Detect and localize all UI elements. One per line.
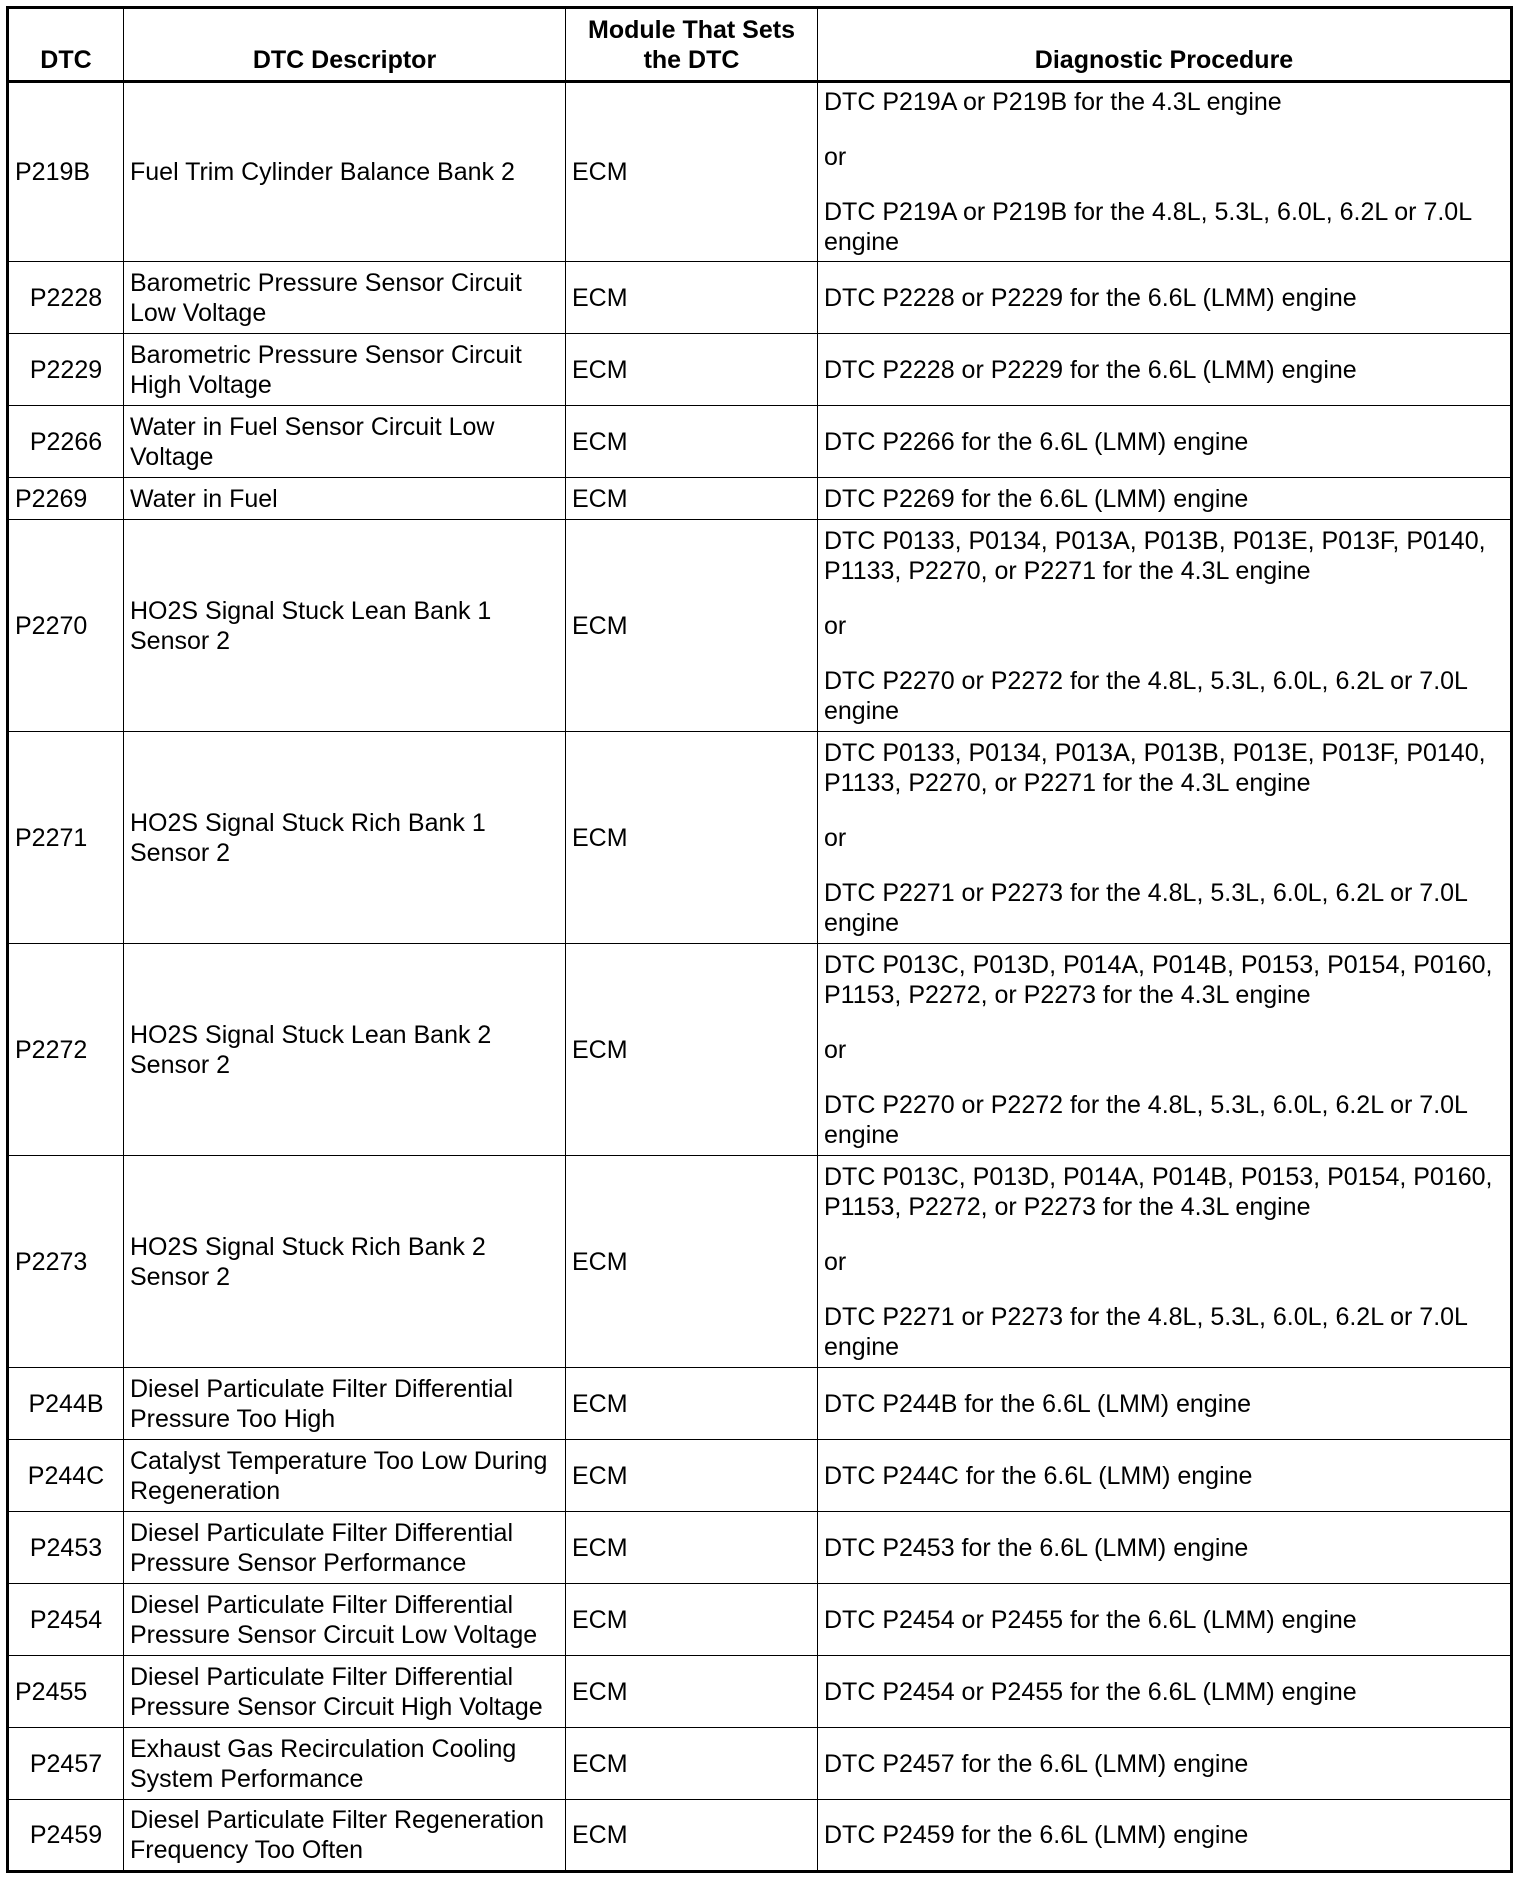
procedure-cell: DTC P2453 for the 6.6L (LMM) engine	[818, 1512, 1512, 1584]
dtc-code: P219B	[8, 82, 124, 262]
module-cell: ECM	[566, 1156, 818, 1368]
header-dtc: DTC	[8, 8, 124, 82]
dtc-descriptor: HO2S Signal Stuck Lean Bank 1 Sensor 2	[124, 520, 566, 732]
module-cell: ECM	[566, 944, 818, 1156]
header-module-line2: the DTC	[643, 46, 740, 74]
dtc-descriptor: HO2S Signal Stuck Rich Bank 2 Sensor 2	[124, 1156, 566, 1368]
procedure-cell	[818, 732, 1512, 944]
table-row	[8, 1156, 1512, 1368]
module-cell: ECM	[566, 406, 818, 478]
dtc-code: P2457	[8, 1728, 124, 1800]
dtc-code: P2269	[8, 478, 124, 520]
dtc-descriptor: HO2S Signal Stuck Rich Bank 1 Sensor 2	[124, 732, 566, 944]
dtc-descriptor: Barometric Pressure Sensor Circuit High Voltage	[124, 334, 566, 406]
table-row	[8, 1656, 1512, 1728]
dtc-code: P2228	[8, 262, 124, 334]
dtc-code: P2266	[8, 406, 124, 478]
procedure-text: DTC P0133, P0134, P013A, P013B, P013E, P013F, P0140, P1133, P2270, or P2271 for the 4.3L engine	[824, 738, 1486, 797]
dtc-descriptor: Exhaust Gas Recirculation Cooling System Performance	[124, 1728, 566, 1800]
dtc-code: P2455	[8, 1656, 124, 1728]
module-cell: ECM	[566, 262, 818, 334]
module-cell: ECM	[566, 334, 818, 406]
header-descriptor: DTC Descriptor	[124, 8, 566, 82]
procedure-or: or	[824, 1247, 847, 1276]
header-procedure: Diagnostic Procedure	[818, 8, 1512, 82]
procedure-cell	[818, 1156, 1512, 1368]
dtc-descriptor: HO2S Signal Stuck Lean Bank 2 Sensor 2	[124, 944, 566, 1156]
procedure-or: or	[824, 143, 847, 171]
procedure-cell	[818, 944, 1512, 1156]
module-cell: ECM	[566, 82, 818, 262]
module-cell: ECM	[566, 732, 818, 944]
procedure-or: or	[824, 823, 847, 852]
table-row	[8, 732, 1512, 944]
module-cell: ECM	[566, 478, 818, 520]
table-row	[8, 1512, 1512, 1584]
dtc-code: P2271	[8, 732, 124, 944]
module-cell: ECM	[566, 1800, 818, 1872]
module-cell: ECM	[566, 520, 818, 732]
procedure-cell: DTC P2269 for the 6.6L (LMM) engine	[818, 478, 1512, 520]
dtc-table	[6, 6, 1513, 1873]
dtc-descriptor: Fuel Trim Cylinder Balance Bank 2	[124, 82, 566, 262]
table-row	[8, 334, 1512, 406]
table-row	[8, 82, 1512, 262]
dtc-descriptor: Diesel Particulate Filter Differential Pressure Sensor Circuit High Voltage	[124, 1656, 566, 1728]
dtc-descriptor: Diesel Particulate Filter Differential Pressure Too High	[124, 1368, 566, 1440]
procedure-cell: DTC P244B for the 6.6L (LMM) engine	[818, 1368, 1512, 1440]
header-module	[566, 8, 818, 82]
procedure-text: DTC P0133, P0134, P013A, P013B, P013E, P013F, P0140, P1133, P2270, or P2271 for the 4.3L engine	[824, 526, 1486, 585]
module-cell: ECM	[566, 1368, 818, 1440]
procedure-cell: DTC P2228 or P2229 for the 6.6L (LMM) engine	[818, 334, 1512, 406]
dtc-descriptor: Water in Fuel Sensor Circuit Low Voltage	[124, 406, 566, 478]
procedure-cell: DTC P2266 for the 6.6L (LMM) engine	[818, 406, 1512, 478]
table-row	[8, 1584, 1512, 1656]
table-row	[8, 478, 1512, 520]
table-row	[8, 1800, 1512, 1872]
procedure-cell: DTC P2454 or P2455 for the 6.6L (LMM) engine	[818, 1584, 1512, 1656]
dtc-descriptor: Water in Fuel	[124, 478, 566, 520]
table-header	[8, 8, 1512, 82]
dtc-descriptor: Diesel Particulate Filter Differential Pressure Sensor Circuit Low Voltage	[124, 1584, 566, 1656]
table-row	[8, 1728, 1512, 1800]
table-row	[8, 520, 1512, 732]
dtc-code: P244C	[8, 1440, 124, 1512]
dtc-code: P244B	[8, 1368, 124, 1440]
dtc-code: P2270	[8, 520, 124, 732]
procedure-or: or	[824, 1035, 847, 1064]
module-cell: ECM	[566, 1440, 818, 1512]
procedure-cell: DTC P2457 for the 6.6L (LMM) engine	[818, 1728, 1512, 1800]
procedure-cell: DTC P2228 or P2229 for the 6.6L (LMM) engine	[818, 262, 1512, 334]
dtc-descriptor: Barometric Pressure Sensor Circuit Low Voltage	[124, 262, 566, 334]
table-row	[8, 944, 1512, 1156]
procedure-text: DTC P2271 or P2273 for the 4.8L, 5.3L, 6.0L, 6.2L or 7.0L engine	[824, 878, 1468, 937]
procedure-text: DTC P013C, P013D, P014A, P014B, P0153, P0154, P0160, P1153, P2272, or P2273 for the 4.3L engine	[824, 1162, 1493, 1221]
header-module-line1: Module That Sets	[588, 16, 795, 44]
procedure-cell	[818, 520, 1512, 732]
dtc-code: P2453	[8, 1512, 124, 1584]
procedure-text: DTC P2270 or P2272 for the 4.8L, 5.3L, 6.0L, 6.2L or 7.0L engine	[824, 666, 1468, 725]
module-cell: ECM	[566, 1656, 818, 1728]
dtc-code: P2229	[8, 334, 124, 406]
procedure-cell	[818, 82, 1512, 262]
procedure-cell: DTC P2459 for the 6.6L (LMM) engine	[818, 1800, 1512, 1872]
module-cell: ECM	[566, 1728, 818, 1800]
table-row	[8, 262, 1512, 334]
dtc-code: P2272	[8, 944, 124, 1156]
procedure-text: DTC P013C, P013D, P014A, P014B, P0153, P0154, P0160, P1153, P2272, or P2273 for the 4.3L engine	[824, 950, 1493, 1009]
table-row	[8, 1440, 1512, 1512]
module-cell: ECM	[566, 1512, 818, 1584]
procedure-cell: DTC P244C for the 6.6L (LMM) engine	[818, 1440, 1512, 1512]
procedure-text: DTC P219A or P219B for the 4.8L, 5.3L, 6.0L, 6.2L or 7.0L engine	[824, 198, 1472, 256]
procedure-or: or	[824, 611, 847, 640]
dtc-descriptor: Diesel Particulate Filter Differential Pressure Sensor Performance	[124, 1512, 566, 1584]
dtc-code: P2273	[8, 1156, 124, 1368]
table-row	[8, 406, 1512, 478]
module-cell: ECM	[566, 1584, 818, 1656]
dtc-code: P2459	[8, 1800, 124, 1872]
procedure-cell: DTC P2454 or P2455 for the 6.6L (LMM) engine	[818, 1656, 1512, 1728]
procedure-text: DTC P2271 or P2273 for the 4.8L, 5.3L, 6.0L, 6.2L or 7.0L engine	[824, 1302, 1468, 1361]
procedure-text: DTC P219A or P219B for the 4.3L engine	[824, 88, 1282, 116]
table-row	[8, 1368, 1512, 1440]
dtc-descriptor: Diesel Particulate Filter Regeneration Frequency Too Often	[124, 1800, 566, 1872]
dtc-descriptor: Catalyst Temperature Too Low During Regeneration	[124, 1440, 566, 1512]
procedure-text: DTC P2270 or P2272 for the 4.8L, 5.3L, 6.0L, 6.2L or 7.0L engine	[824, 1090, 1468, 1149]
dtc-code: P2454	[8, 1584, 124, 1656]
